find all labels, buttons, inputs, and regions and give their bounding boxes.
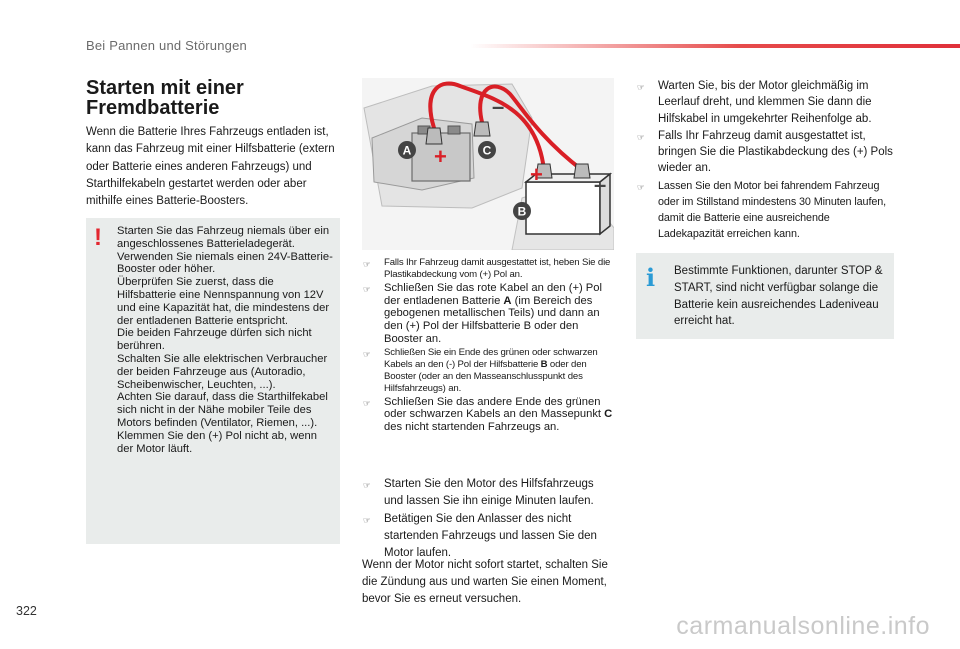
warning-exclamation-icon: ! <box>94 224 102 251</box>
pointing-hand-icon: ☞ <box>363 480 371 490</box>
minus-label-b: – <box>594 172 607 197</box>
label-c: C <box>482 143 492 158</box>
warning-line: Überprüfen Sie zuerst, dass die Hilfsbatterie eine Nennspannung von 12V und eine Kapazität hat, die mindestens der der entladenen Batterie entspricht. <box>117 276 330 327</box>
disconnect-steps <box>636 78 896 243</box>
header-accent-rule <box>470 44 960 48</box>
page-number: 322 <box>16 604 37 618</box>
warning-line: Starten Sie das Fahrzeug niemals über ein angeschlossenes Batterieladegerät. <box>117 225 330 250</box>
page-title: Starten mit einer Fremdbatterie <box>86 77 244 119</box>
section-header: Bei Pannen und Störungen <box>86 38 247 53</box>
pointing-hand-icon: ☞ <box>637 181 645 192</box>
pointing-hand-icon: ☞ <box>363 515 371 525</box>
list-item: ☞ Schließen Sie das andere Ende des grünen oder schwarzen Kabels an den Massepunkt C des nicht startenden Fahrzeugs an. <box>363 395 613 433</box>
watermark: carmanualsonline.info <box>676 612 930 640</box>
plus-label-b: + <box>530 162 543 187</box>
pointing-hand-icon: ☞ <box>363 397 371 408</box>
pointing-hand-icon: ☞ <box>637 131 645 142</box>
list-item: ☞ Lassen Sie den Motor bei fahrendem Fahrzeug oder im Stillstand mindestens 30 Minuten laufen, damit die Batterie eine ausreichende Ladekapazität erreichen kann. <box>637 179 887 240</box>
warning-line: Achten Sie darauf, dass die Starthilfekabel sich nicht in der Nähe mobiler Teile des Motors befinden (Ventilator, Riemen, ...). <box>117 391 328 429</box>
warning-line: Klemmen Sie den (+) Pol nicht ab, wenn der Motor läuft. <box>117 429 317 455</box>
list-item: ☞ Schließen Sie ein Ende des grünen oder schwarzen Kabels an den (-) Pol der Hilfsbatterie B oder den Booster (oder an den Masseanschlusspunkt des Hilfsfahrzeugs) an. <box>363 346 598 394</box>
retry-paragraph: Wenn der Motor nicht sofort startet, schalten Sie die Zündung aus und warten Sie einen Moment, bevor Sie es erneut versuchen. <box>362 559 608 606</box>
pointing-hand-icon: ☞ <box>363 259 371 269</box>
list-item: ☞ Warten Sie, bis der Motor gleichmäßig im Leerlauf dreht, und klemmen Sie dann die Hilfskabel in umgekehrter Reihenfolge ab. <box>637 80 872 125</box>
info-icon: i <box>646 263 656 292</box>
minus-label-a: – <box>492 94 505 119</box>
list-item: ☞ Starten Sie den Motor des Hilfsfahrzeugs und lassen Sie ihn einige Minuten laufen. <box>363 478 594 507</box>
jump-start-illustration <box>362 78 614 250</box>
connection-steps <box>362 257 616 435</box>
warning-line: Schalten Sie alle elektrischen Verbraucher der beiden Fahrzeuge aus (Autoradio, Scheibenwischer, Leuchten, ...). <box>117 352 328 391</box>
info-text: Bestimmte Funktionen, darunter STOP & START, sind nicht verfügbar solange die Batterie kein ausreichendes Ladeniveau erreicht hat. <box>674 265 883 328</box>
list-item: ☞ Falls Ihr Fahrzeug damit ausgestattet ist, heben Sie die Plastikabdeckung vom (+) Pol an. <box>363 257 611 280</box>
warning-line: Die beiden Fahrzeuge dürfen sich nicht berühren. <box>117 327 312 353</box>
list-item: ☞ Schließen Sie das rote Kabel an den (+) Pol der entladenen Batterie A (im Bereich des gebogenen metallischen Teils) und dann an den (+) Pol der Hilfsbatterie B oder den Booster an. <box>363 282 602 345</box>
info-box <box>636 253 894 339</box>
label-a: A <box>402 143 412 158</box>
plus-label-a: + <box>434 144 447 169</box>
pointing-hand-icon: ☞ <box>637 82 645 92</box>
list-item: ☞ Betätigen Sie den Anlasser des nicht startenden Fahrzeugs und lassen Sie den Motor laufen. <box>363 513 597 559</box>
label-b: B <box>517 204 527 219</box>
list-item: ☞ Falls Ihr Fahrzeug damit ausgestattet ist, bringen Sie die Plastikabdeckung des (+) Pols wieder an. <box>637 129 893 175</box>
start-steps <box>362 476 616 563</box>
warning-line: Verwenden Sie niemals einen 24V-Batterie-Booster oder höher. <box>117 250 333 276</box>
pointing-hand-icon: ☞ <box>363 348 371 359</box>
pointing-hand-icon: ☞ <box>363 284 371 294</box>
warning-text <box>117 225 334 455</box>
warning-box <box>86 218 340 544</box>
intro-paragraph: Wenn die Batterie Ihres Fahrzeugs entladen ist, kann das Fahrzeug mit einer Hilfsbatterie (extern oder Batterie eines anderen Fahrzeugs) und Starthilfekabeln gestartet werden oder aber mithilfe eines Batterie-Boosters. <box>86 126 335 208</box>
